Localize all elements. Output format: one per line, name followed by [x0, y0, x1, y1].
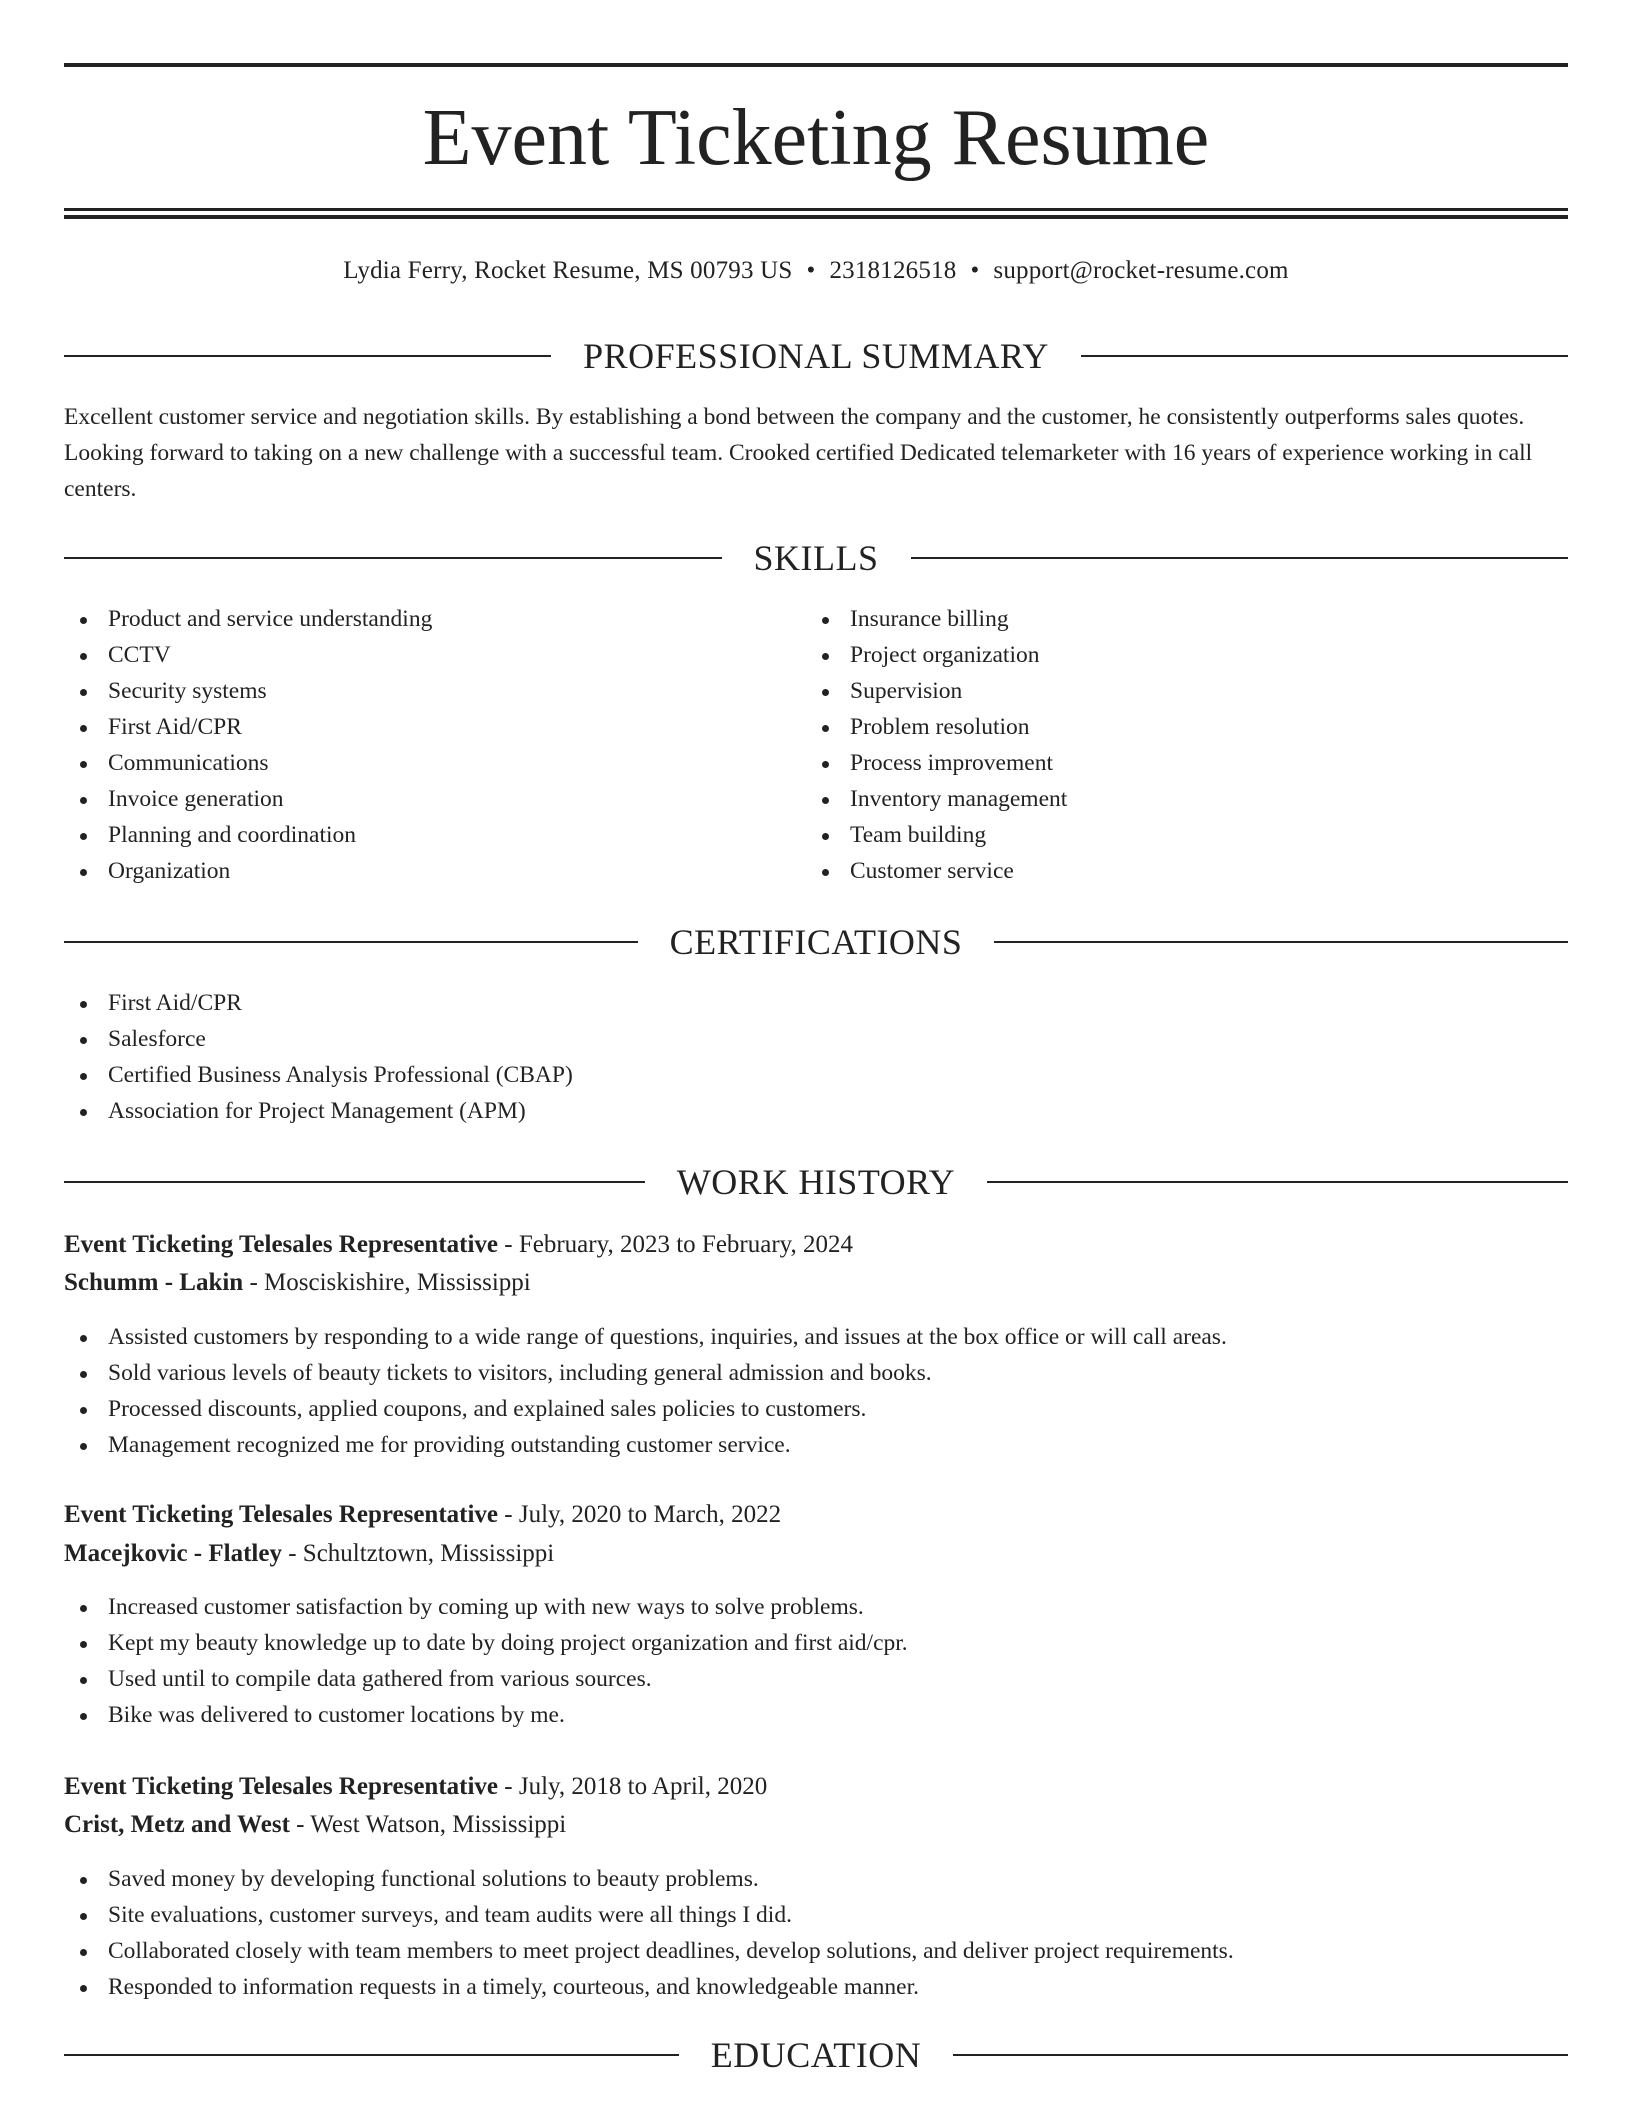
section-title: PROFESSIONAL SUMMARY [583, 336, 1049, 376]
heading-rule [64, 355, 551, 357]
job-dates: - July, 2018 to April, 2020 [498, 1773, 768, 1800]
job-title: Event Ticketing Telesales Representative [64, 1231, 499, 1258]
section-title: SKILLS [753, 538, 879, 578]
skill-item: Inventory management [806, 781, 1546, 817]
job-bullet: Collaborated closely with team members to meet project deadlines, develop solutions, and deliver project requirements. [64, 1933, 1568, 1969]
job-company: Crist, Metz and West [64, 1811, 290, 1838]
heading-rule [64, 557, 722, 559]
job-bullet: Responded to information requests in a timely, courteous, and knowledgeable manner. [64, 1969, 1568, 2005]
section-heading-education [64, 2033, 1568, 2077]
resume-title: Event Ticketing Resume [422, 94, 1210, 182]
heading-rule [64, 1181, 645, 1183]
skill-item: CCTV [64, 637, 804, 673]
skill-item: Team building [806, 817, 1546, 853]
section-title: EDUCATION [710, 2035, 922, 2075]
skill-item: Invoice generation [64, 781, 804, 817]
contact-separator: • [970, 257, 980, 284]
title-rule-upper [64, 208, 1568, 211]
job-bullets [64, 1319, 1568, 1463]
job-company-line [64, 1535, 1568, 1573]
job-location: - West Watson, Mississippi [289, 1811, 567, 1838]
certification-item: Salesforce [64, 1021, 1568, 1057]
job-bullet: Saved money by developing functional solutions to beauty problems. [64, 1861, 1568, 1897]
job-company: Schumm - Lakin [64, 1269, 244, 1296]
job-bullets [64, 1589, 1568, 1733]
job-bullet: Site evaluations, customer surveys, and team audits were all things I did. [64, 1897, 1568, 1933]
heading-rule [64, 2054, 679, 2056]
job-company: Macejkovic - Flatley [64, 1540, 282, 1567]
skill-item: Security systems [64, 673, 804, 709]
job-bullet: Kept my beauty knowledge up to date by doing project organization and first aid/cpr. [64, 1625, 1568, 1661]
job-title-line [64, 1768, 1568, 1806]
certification-item: First Aid/CPR [64, 985, 1568, 1021]
skill-item: Product and service understanding [64, 601, 804, 637]
contact-separator: • [806, 257, 816, 284]
skill-item: Supervision [806, 673, 1546, 709]
section-heading-certifications [64, 920, 1568, 964]
skill-item: Problem resolution [806, 709, 1546, 745]
job-location: - Schultztown, Mississippi [281, 1540, 555, 1567]
heading-rule [64, 941, 638, 943]
job-bullet: Assisted customers by responding to a wide range of questions, inquiries, and issues at the box office or will call areas. [64, 1319, 1568, 1355]
certifications-list [64, 985, 1568, 1129]
heading-rule [987, 1181, 1568, 1183]
certification-item: Association for Project Management (APM) [64, 1093, 1568, 1129]
section-heading-summary [64, 334, 1568, 378]
skill-item: Process improvement [806, 745, 1546, 781]
job-dates: - July, 2020 to March, 2022 [498, 1501, 782, 1528]
skill-item: Customer service [806, 853, 1546, 889]
contact-email: support@rocket-resume.com [993, 257, 1289, 284]
job-bullet: Processed discounts, applied coupons, and explained sales policies to customers. [64, 1391, 1568, 1427]
heading-rule [911, 557, 1569, 559]
job-bullet: Used until to compile data gathered from various sources. [64, 1661, 1568, 1697]
job-company-line [64, 1806, 1568, 1844]
heading-rule [1081, 355, 1568, 357]
contact-line [64, 254, 1568, 288]
title-rule-lower [64, 215, 1568, 219]
skill-item: Insurance billing [806, 601, 1546, 637]
section-heading-work-history [64, 1160, 1568, 1204]
heading-rule [994, 941, 1568, 943]
top-rule [64, 63, 1568, 67]
job-title: Event Ticketing Telesales Representative [64, 1773, 499, 1800]
section-title: CERTIFICATIONS [669, 922, 963, 962]
job-title: Event Ticketing Telesales Representative [64, 1501, 499, 1528]
skill-item: Communications [64, 745, 804, 781]
job-bullet: Increased customer satisfaction by coming up with new ways to solve problems. [64, 1589, 1568, 1625]
job-title-line [64, 1226, 1568, 1264]
job-dates: - February, 2023 to February, 2024 [498, 1231, 854, 1258]
summary-text: Excellent customer service and negotiation skills. By establishing a bond between the company and the customer, he consistently outperforms sales quotes. Looking forward to taking on a new challenge with a successful team. Crooked certified Dedicated telemarketer with 16 years of experience working in call centers. [64, 404, 1533, 502]
job-company-line [64, 1264, 1568, 1302]
job-bullets [64, 1861, 1568, 2005]
job-location: - Mosciskishire, Mississippi [243, 1269, 531, 1296]
skills-list-left [64, 601, 804, 889]
section-title: WORK HISTORY [676, 1162, 956, 1202]
certification-item: Certified Business Analysis Professional (CBAP) [64, 1057, 1568, 1093]
skill-item: Project organization [806, 637, 1546, 673]
contact-address: Lydia Ferry, Rocket Resume, MS 00793 US [343, 257, 793, 284]
skill-item: Planning and coordination [64, 817, 804, 853]
job-bullet: Sold various levels of beauty tickets to visitors, including general admission and books. [64, 1355, 1568, 1391]
skills-list-right [806, 601, 1546, 889]
job-bullet: Management recognized me for providing outstanding customer service. [64, 1427, 1568, 1463]
skill-item: First Aid/CPR [64, 709, 804, 745]
heading-rule [953, 2054, 1568, 2056]
section-heading-skills [64, 536, 1568, 580]
contact-phone: 2318126518 [829, 257, 957, 284]
skill-item: Organization [64, 853, 804, 889]
job-title-line [64, 1496, 1568, 1534]
job-bullet: Bike was delivered to customer locations by me. [64, 1697, 1568, 1733]
